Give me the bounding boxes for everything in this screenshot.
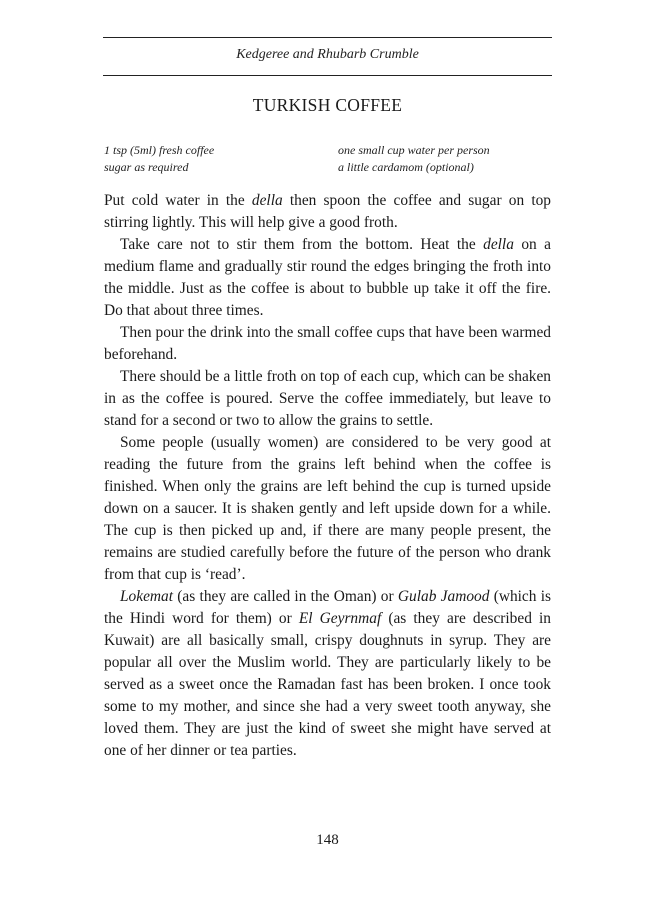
top-rule	[103, 37, 552, 38]
ingredients-left-column	[104, 142, 214, 176]
ingredients-right-column	[338, 142, 490, 176]
italic-term: della	[251, 192, 283, 209]
paragraph: There should be a little froth on top of each cup, which can be shaken in as the coffee is poured. Serve the coffee immediately, but leave to stand for a second or two to allow the grains to settle.	[104, 368, 551, 429]
paragraph: Then pour the drink into the small coffee cups that have been warmed beforehand.	[104, 324, 551, 363]
header-bottom-rule	[103, 75, 552, 76]
ingredient-item: one small cup water per person	[338, 143, 490, 157]
italic-term: El Geyrnmaf	[298, 610, 382, 627]
body-text	[104, 190, 551, 762]
recipe-title: TURKISH COFFEE	[252, 95, 403, 115]
running-head: Kedgeree and Rhubarb Crumble	[236, 47, 419, 62]
paragraph: Some people (usually women) are considered to be very good at reading the future from the grains left behind when the coffee is finished. When only the grains are left behind the cup is turned upside down on a saucer. It is shaken gently and left upside down for a while. The cup is then picked up and, if there are many people present, the remains are studied carefully before the future of the person who drank from that cup is ‘read’.	[104, 434, 551, 583]
paragraph: Take care not to stir them from the bottom. Heat the della on a medium flame and gradually stir round the edges bringing the froth into the middle. Just as the coffee is about to bubble up take it off the fire. Do that about three times.	[104, 236, 551, 319]
ingredient-item: 1 tsp (5ml) fresh coffee	[104, 143, 215, 157]
paragraph: Lokemat (as they are called in the Oman) or Gulab Jamood (which is the Hindi word for them) or El Geyrnmaf (as they are described in Kuwait) are all basically small, crispy doughnuts in syrup. They are popular all over the Muslim world. They are particularly likely to be served as a sweet once the Ramadan fast has been broken. I once took some to my mother, and since she had a very sweet tooth anyway, she loved them. They are just the kind of sweet she might have served at one of her dinner or tea parties.	[104, 588, 552, 759]
italic-term: della	[483, 236, 514, 253]
ingredient-item: sugar as required	[104, 160, 189, 174]
italic-term: Gulab Jamood	[397, 588, 490, 605]
paragraph: Put cold water in the della then spoon the coffee and sugar on top stirring lightly. This will help give a good froth.	[104, 192, 551, 231]
ingredient-item: a little cardamom (optional)	[338, 160, 474, 174]
italic-term: Lokemat	[120, 588, 174, 605]
page-number: 148	[316, 832, 339, 848]
